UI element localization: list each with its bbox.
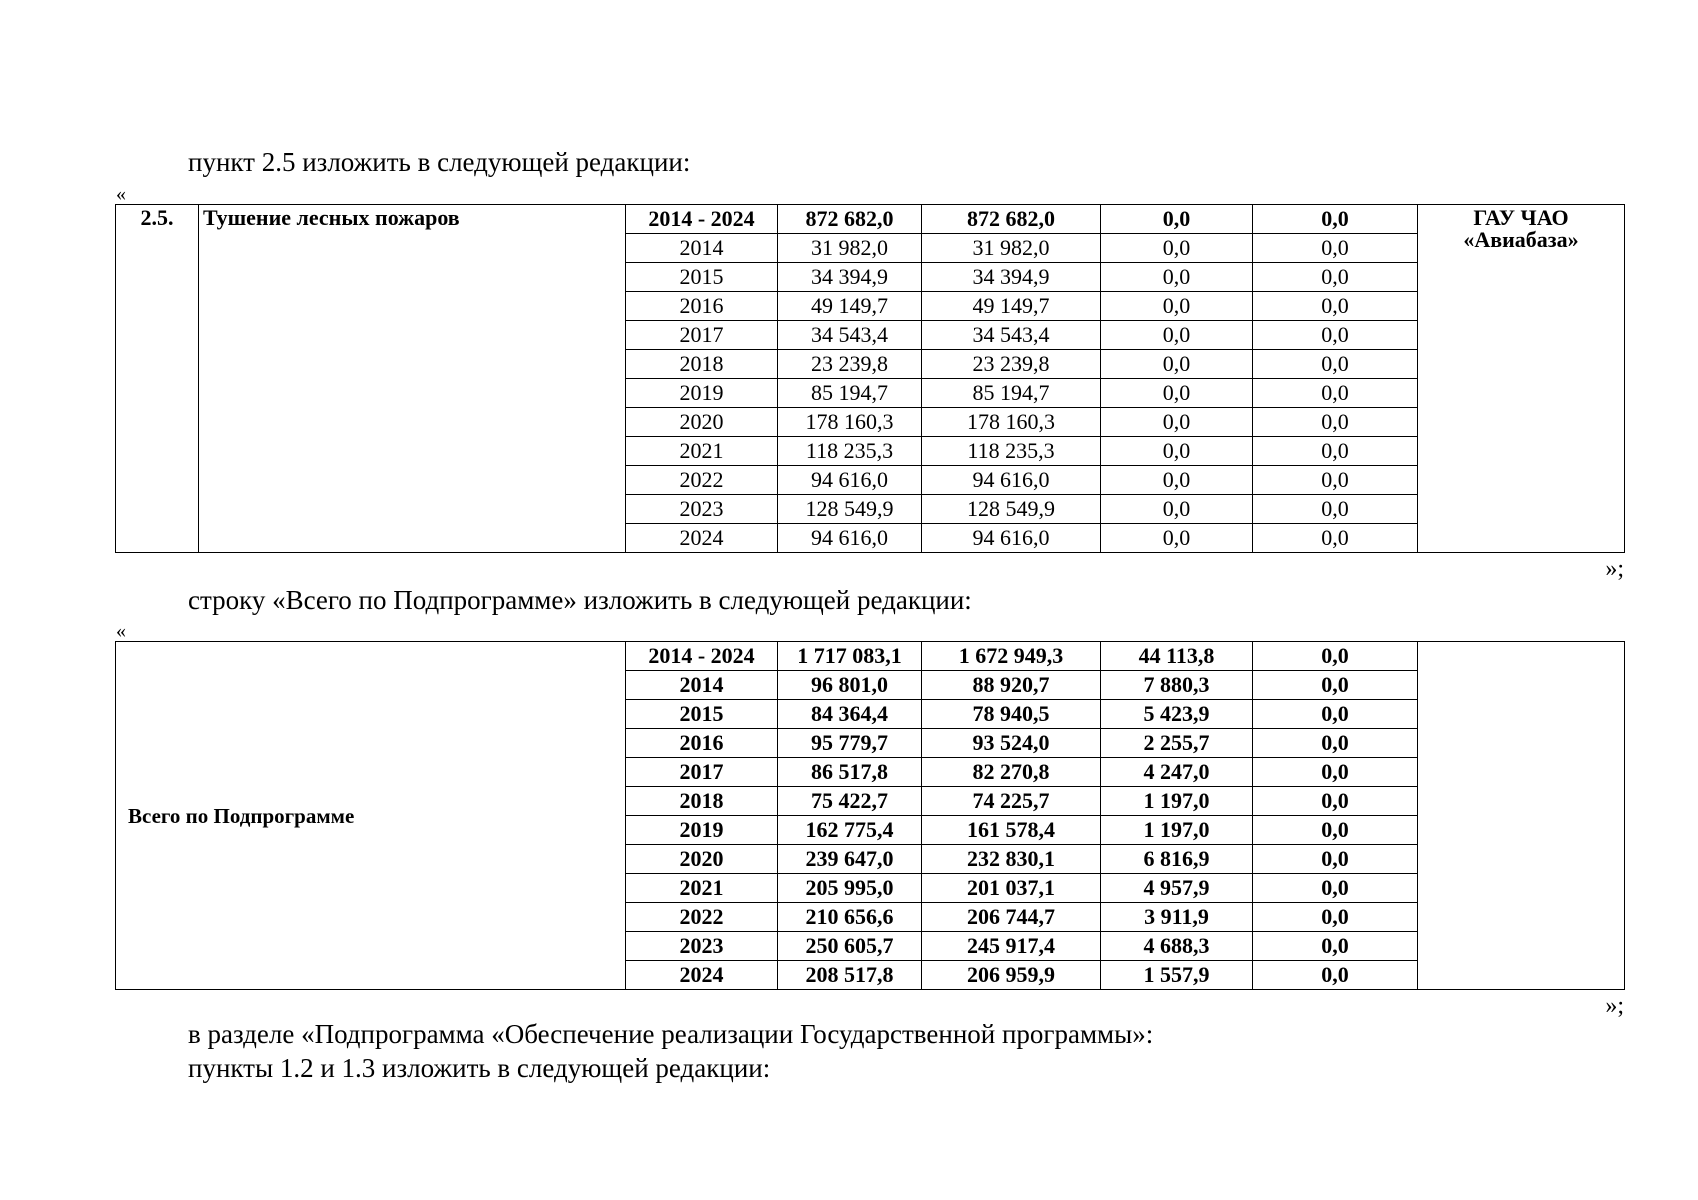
open-quote-1: « bbox=[116, 183, 126, 205]
amount-cell: 0,0 bbox=[1253, 234, 1418, 263]
amount-cell: 23 239,8 bbox=[778, 350, 922, 379]
intro-paragraph-2: строку «Всего по Подпрограмме» изложить в следующей редакции: bbox=[188, 585, 972, 615]
amount-cell: 206 959,9 bbox=[922, 961, 1101, 990]
amount-cell: 118 235,3 bbox=[922, 437, 1101, 466]
amount-cell: 1 197,0 bbox=[1101, 816, 1253, 845]
amount-cell: 245 917,4 bbox=[922, 932, 1101, 961]
amount-cell: 82 270,8 bbox=[922, 758, 1101, 787]
amount-cell: 162 775,4 bbox=[778, 816, 922, 845]
amount-cell: 2 255,7 bbox=[1101, 729, 1253, 758]
amount-cell: 0,0 bbox=[1253, 932, 1418, 961]
amount-cell: 49 149,7 bbox=[778, 292, 922, 321]
year-cell: 2022 bbox=[626, 466, 778, 495]
amount-cell: 4 957,9 bbox=[1101, 874, 1253, 903]
amount-cell: 0,0 bbox=[1101, 292, 1253, 321]
year-cell: 2015 bbox=[626, 263, 778, 292]
amount-cell: 23 239,8 bbox=[922, 350, 1101, 379]
amount-cell: 6 816,9 bbox=[1101, 845, 1253, 874]
year-cell: 2014 bbox=[626, 234, 778, 263]
year-cell: 2021 bbox=[626, 437, 778, 466]
amount-cell: 0,0 bbox=[1253, 961, 1418, 990]
amount-cell: 0,0 bbox=[1253, 466, 1418, 495]
amount-cell: 128 549,9 bbox=[778, 495, 922, 524]
amount-cell: 84 364,4 bbox=[778, 700, 922, 729]
amount-cell: 0,0 bbox=[1253, 729, 1418, 758]
amount-cell: 86 517,8 bbox=[778, 758, 922, 787]
amount-cell: 0,0 bbox=[1253, 816, 1418, 845]
amount-cell: 3 911,9 bbox=[1101, 903, 1253, 932]
amount-cell: 34 543,4 bbox=[922, 321, 1101, 350]
executor-cell: ГАУ ЧАО «Авиабаза» bbox=[1418, 205, 1625, 553]
year-cell: 2020 bbox=[626, 845, 778, 874]
item-number: 2.5. bbox=[116, 205, 199, 553]
amount-cell: 78 940,5 bbox=[922, 700, 1101, 729]
year-cell: 2018 bbox=[626, 787, 778, 816]
year-cell: 2020 bbox=[626, 408, 778, 437]
amount-cell: 1 717 083,1 bbox=[778, 642, 922, 671]
amount-cell: 205 995,0 bbox=[778, 874, 922, 903]
amount-cell: 0,0 bbox=[1253, 263, 1418, 292]
amount-cell: 88 920,7 bbox=[922, 671, 1101, 700]
amount-cell: 4 247,0 bbox=[1101, 758, 1253, 787]
amount-cell: 0,0 bbox=[1253, 700, 1418, 729]
amount-cell: 118 235,3 bbox=[778, 437, 922, 466]
amount-cell: 94 616,0 bbox=[778, 524, 922, 553]
table-item-2-5 bbox=[115, 204, 1625, 553]
amount-cell: 34 394,9 bbox=[922, 263, 1101, 292]
amount-cell: 0,0 bbox=[1101, 205, 1253, 234]
amount-cell: 0,0 bbox=[1101, 437, 1253, 466]
amount-cell: 85 194,7 bbox=[778, 379, 922, 408]
year-cell: 2017 bbox=[626, 758, 778, 787]
amount-cell: 0,0 bbox=[1253, 642, 1418, 671]
table-total-subprogram bbox=[115, 641, 1625, 990]
amount-cell: 0,0 bbox=[1253, 292, 1418, 321]
amount-cell: 208 517,8 bbox=[778, 961, 922, 990]
table-row bbox=[116, 205, 1625, 234]
outro-paragraph-2: пункты 1.2 и 1.3 изложить в следующей редакции: bbox=[188, 1053, 771, 1083]
amount-cell: 239 647,0 bbox=[778, 845, 922, 874]
amount-cell: 201 037,1 bbox=[922, 874, 1101, 903]
amount-cell: 0,0 bbox=[1101, 321, 1253, 350]
amount-cell: 0,0 bbox=[1101, 234, 1253, 263]
year-cell: 2014 bbox=[626, 671, 778, 700]
amount-cell: 75 422,7 bbox=[778, 787, 922, 816]
amount-cell: 250 605,7 bbox=[778, 932, 922, 961]
amount-cell: 94 616,0 bbox=[922, 466, 1101, 495]
amount-cell: 85 194,7 bbox=[922, 379, 1101, 408]
amount-cell: 31 982,0 bbox=[778, 234, 922, 263]
amount-cell: 49 149,7 bbox=[922, 292, 1101, 321]
amount-cell: 0,0 bbox=[1101, 379, 1253, 408]
amount-cell: 0,0 bbox=[1253, 845, 1418, 874]
amount-cell: 7 880,3 bbox=[1101, 671, 1253, 700]
year-cell: 2017 bbox=[626, 321, 778, 350]
year-cell: 2024 bbox=[626, 961, 778, 990]
year-cell: 2019 bbox=[626, 816, 778, 845]
year-cell: 2016 bbox=[626, 292, 778, 321]
amount-cell: 31 982,0 bbox=[922, 234, 1101, 263]
year-cell: 2014 - 2024 bbox=[626, 642, 778, 671]
year-cell: 2023 bbox=[626, 495, 778, 524]
amount-cell: 0,0 bbox=[1101, 495, 1253, 524]
year-cell: 2021 bbox=[626, 874, 778, 903]
executor-cell-empty bbox=[1418, 642, 1625, 990]
amount-cell: 0,0 bbox=[1253, 903, 1418, 932]
amount-cell: 210 656,6 bbox=[778, 903, 922, 932]
amount-cell: 94 616,0 bbox=[922, 524, 1101, 553]
amount-cell: 1 557,9 bbox=[1101, 961, 1253, 990]
amount-cell: 206 744,7 bbox=[922, 903, 1101, 932]
year-cell: 2022 bbox=[626, 903, 778, 932]
year-cell: 2024 bbox=[626, 524, 778, 553]
amount-cell: 0,0 bbox=[1253, 524, 1418, 553]
amount-cell: 0,0 bbox=[1253, 408, 1418, 437]
close-quote-2: »; bbox=[1605, 993, 1624, 1019]
year-cell: 2016 bbox=[626, 729, 778, 758]
amount-cell: 0,0 bbox=[1253, 758, 1418, 787]
amount-cell: 94 616,0 bbox=[778, 466, 922, 495]
amount-cell: 161 578,4 bbox=[922, 816, 1101, 845]
amount-cell: 178 160,3 bbox=[922, 408, 1101, 437]
amount-cell: 0,0 bbox=[1253, 321, 1418, 350]
amount-cell: 4 688,3 bbox=[1101, 932, 1253, 961]
amount-cell: 0,0 bbox=[1101, 350, 1253, 379]
amount-cell: 872 682,0 bbox=[922, 205, 1101, 234]
amount-cell: 93 524,0 bbox=[922, 729, 1101, 758]
amount-cell: 44 113,8 bbox=[1101, 642, 1253, 671]
amount-cell: 0,0 bbox=[1253, 205, 1418, 234]
total-label: Всего по Подпрограмме bbox=[116, 642, 626, 990]
amount-cell: 0,0 bbox=[1253, 787, 1418, 816]
year-cell: 2018 bbox=[626, 350, 778, 379]
amount-cell: 34 394,9 bbox=[778, 263, 922, 292]
amount-cell: 0,0 bbox=[1253, 437, 1418, 466]
outro-paragraph-1: в разделе «Подпрограмма «Обеспечение реализации Государственной программы»: bbox=[188, 1019, 1154, 1049]
amount-cell: 74 225,7 bbox=[922, 787, 1101, 816]
amount-cell: 0,0 bbox=[1101, 466, 1253, 495]
amount-cell: 178 160,3 bbox=[778, 408, 922, 437]
year-cell: 2014 - 2024 bbox=[626, 205, 778, 234]
amount-cell: 872 682,0 bbox=[778, 205, 922, 234]
table-row bbox=[116, 642, 1625, 671]
amount-cell: 0,0 bbox=[1253, 495, 1418, 524]
amount-cell: 0,0 bbox=[1253, 350, 1418, 379]
amount-cell: 1 672 949,3 bbox=[922, 642, 1101, 671]
year-cell: 2015 bbox=[626, 700, 778, 729]
amount-cell: 0,0 bbox=[1101, 408, 1253, 437]
amount-cell: 0,0 bbox=[1101, 263, 1253, 292]
open-quote-2: « bbox=[116, 620, 126, 642]
amount-cell: 96 801,0 bbox=[778, 671, 922, 700]
amount-cell: 1 197,0 bbox=[1101, 787, 1253, 816]
close-quote-1: »; bbox=[1605, 556, 1624, 582]
year-cell: 2023 bbox=[626, 932, 778, 961]
amount-cell: 5 423,9 bbox=[1101, 700, 1253, 729]
year-cell: 2019 bbox=[626, 379, 778, 408]
amount-cell: 0,0 bbox=[1253, 379, 1418, 408]
amount-cell: 0,0 bbox=[1101, 524, 1253, 553]
amount-cell: 232 830,1 bbox=[922, 845, 1101, 874]
intro-paragraph-1: пункт 2.5 изложить в следующей редакции: bbox=[188, 147, 691, 177]
amount-cell: 95 779,7 bbox=[778, 729, 922, 758]
amount-cell: 34 543,4 bbox=[778, 321, 922, 350]
item-name: Тушение лесных пожаров bbox=[199, 205, 626, 553]
amount-cell: 0,0 bbox=[1253, 874, 1418, 903]
amount-cell: 0,0 bbox=[1253, 671, 1418, 700]
amount-cell: 128 549,9 bbox=[922, 495, 1101, 524]
